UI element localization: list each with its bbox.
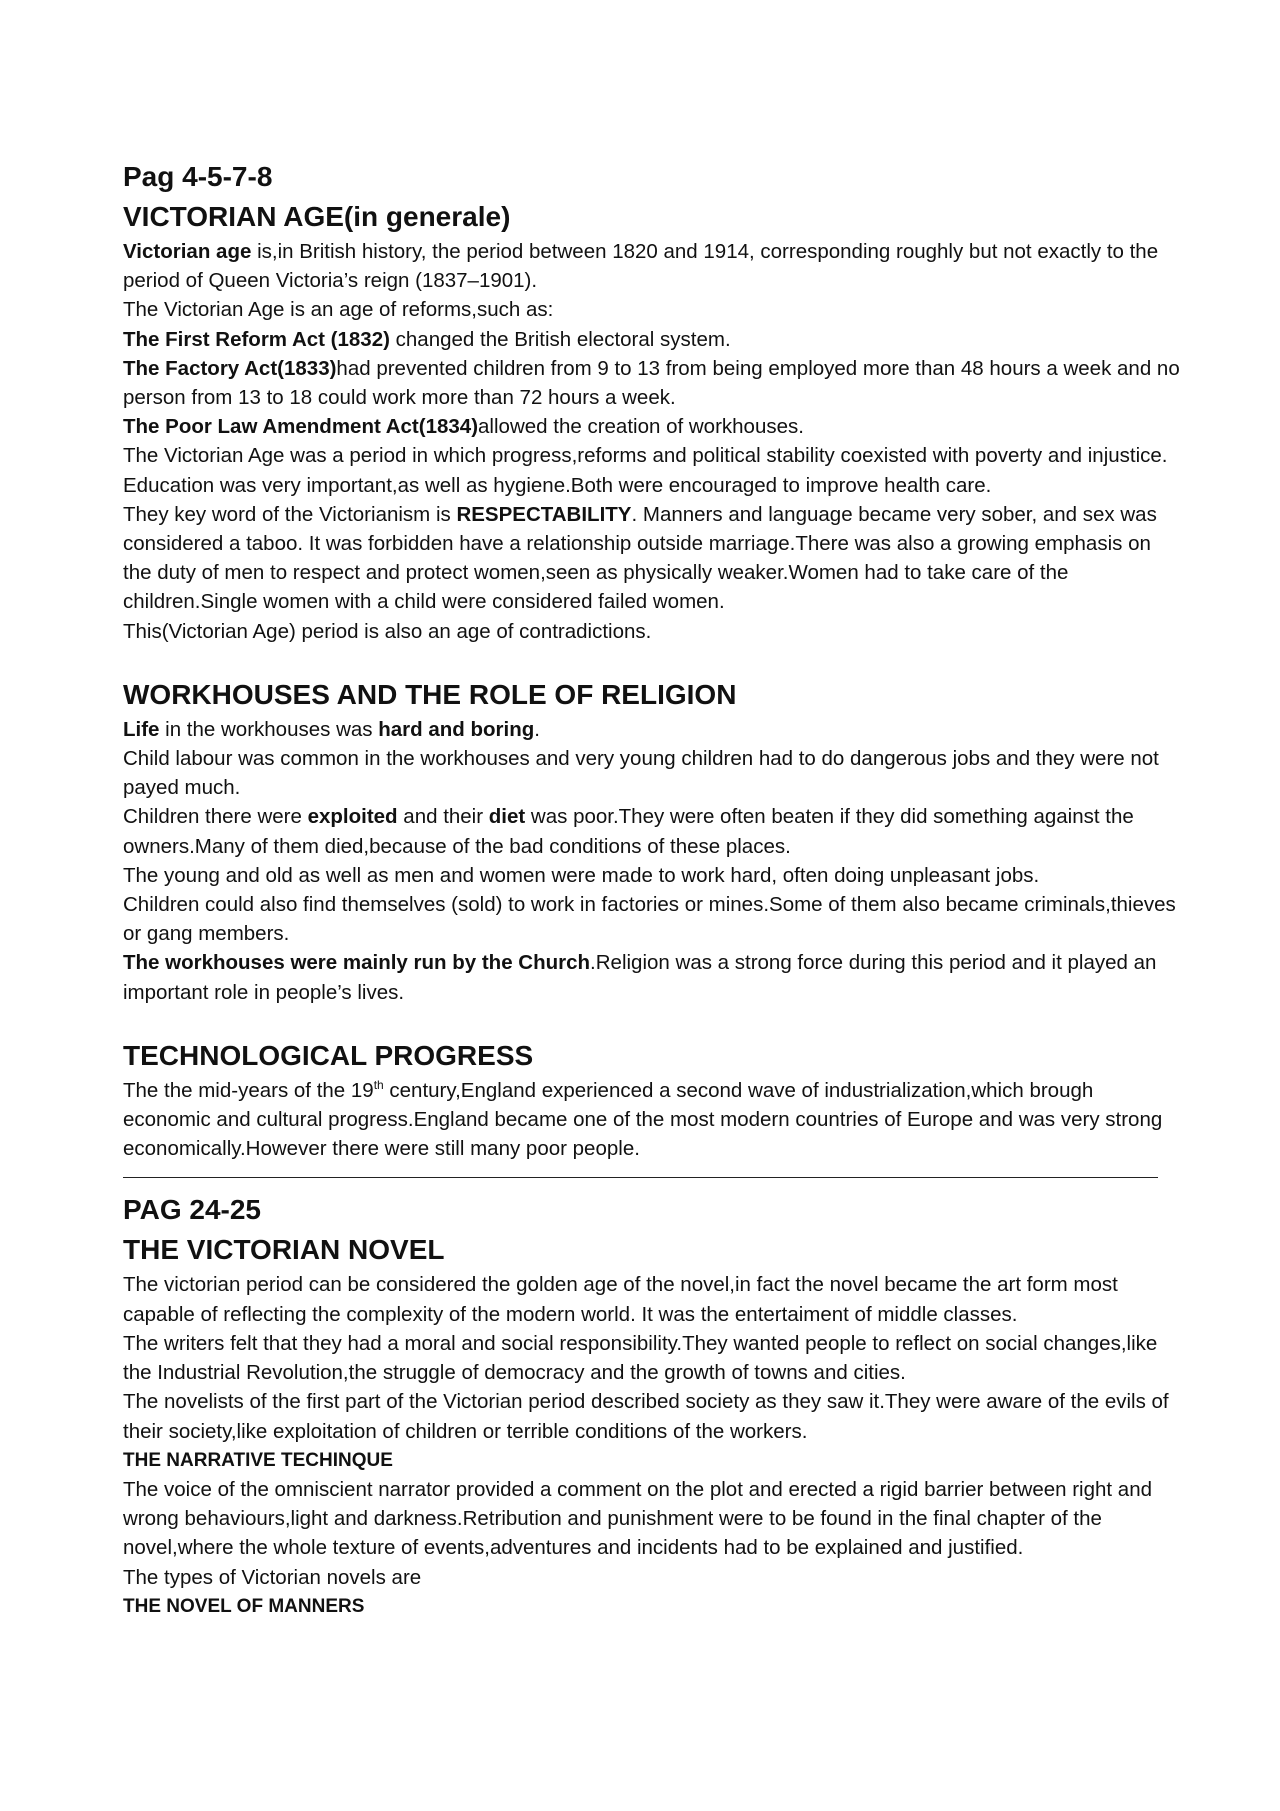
paragraph: The the mid-years of the 19th century,England experienced a second wave of industrialization,which brough economic and cultural progress.England became one of the most modern countries of Europe and was very strong economically.However there were still many poor people.: [123, 1078, 1163, 1161]
section-title-victorian-age: VICTORIAN AGE(in generale): [123, 201, 511, 232]
paragraph: The First Reform Act (1832) changed the British electoral system.: [123, 327, 731, 351]
paragraph: Education was very important,as well as hygiene.Both were encouraged to improve health care.: [123, 473, 992, 497]
section-title-victorian-novel: THE VICTORIAN NOVEL: [123, 1234, 445, 1266]
paragraph: The writers felt that they had a moral and social responsibility.They wanted people to reflect on social changes,like the Industrial Revolution,the struggle of democracy and the growth of towns and cities.: [123, 1331, 1158, 1385]
section-pages-label: PAG 24-25: [123, 1194, 261, 1226]
paragraph: The victorian period can be considered the golden age of the novel,in fact the novel became the art form most capable of reflecting the complexity of the modern world. It was the entertaiment of middle classes.: [123, 1273, 1118, 1326]
paragraph: Children could also find themselves (sold) to work in factories or mines.Some of them also became criminals,thieves or gang members.: [123, 893, 1176, 946]
subheading-narrative-technique: THE NARRATIVE TECHINQUE: [123, 1449, 393, 1471]
paragraph: The workhouses were mainly run by the Church.Religion was a strong force during this period and it played an important role in people’s lives.: [123, 951, 1157, 1004]
section-pages-label: Pag 4-5-7-8: [123, 161, 273, 192]
document-page: [123, 157, 1183, 1621]
paragraph: The Factory Act(1833)had prevented children from 9 to 13 from being employed more than 48 hours a week and no person from 13 to 18 could work more than 72 hours a week.: [123, 356, 1180, 410]
paragraph: The Victorian Age is an age of reforms,such as:: [123, 298, 554, 322]
paragraph: The Victorian Age was a period in which progress,reforms and political stability coexisted with poverty and injustice.: [123, 444, 1168, 468]
paragraph: This(Victorian Age) period is also an age of contradictions.: [123, 619, 652, 643]
section-title-workhouses: WORKHOUSES AND THE ROLE OF RELIGION: [123, 678, 737, 710]
paragraph: The Poor Law Amendment Act(1834)allowed the creation of workhouses.: [123, 415, 804, 439]
paragraph: The types of Victorian novels are: [123, 1565, 422, 1589]
paragraph: Child labour was common in the workhouses and very young children had to do dangerous jobs and they were not payed much.: [123, 747, 1159, 800]
subheading-novel-of-manners: THE NOVEL OF MANNERS: [123, 1595, 365, 1617]
section-title-technological-progress: TECHNOLOGICAL PROGRESS: [123, 1039, 534, 1071]
paragraph: Life in the workhouses was hard and boring.: [123, 717, 540, 741]
paragraph: Children there were exploited and their diet was poor.They were often beaten if they did something against the owners.Many of them died,because of the bad conditions of these places.: [123, 805, 1134, 858]
horizontal-divider: [123, 1177, 1158, 1178]
paragraph: The voice of the omniscient narrator provided a comment on the plot and erected a rigid barrier between right and wrong behaviours,light and darkness.Retribution and punishment were to be found in the final chapter of the novel,where the whole texture of events,adventures and incidents had to be explained and justified.: [123, 1477, 1152, 1560]
paragraph: The young and old as well as men and women were made to work hard, often doing unpleasant jobs.: [123, 863, 1040, 887]
paragraph: They key word of the Victorianism is RESPECTABILITY. Manners and language became very sober, and sex was considered a taboo. It was forbidden have a relationship outside marriage.There was also a growing emphasis on the duty of men to respect and protect women,seen as physically weaker.Women had to take care of the children.Single women with a child were considered failed women.: [123, 502, 1157, 614]
paragraph: Victorian age is,in British history, the period between 1820 and 1914, corresponding roughly but not exactly to the period of Queen Victoria’s reign (1837–1901).: [123, 240, 1159, 293]
paragraph: The novelists of the first part of the Victorian period described society as they saw it.They were aware of the evils of their society,like exploitation of children or terrible conditions of the workers.: [123, 1390, 1169, 1443]
